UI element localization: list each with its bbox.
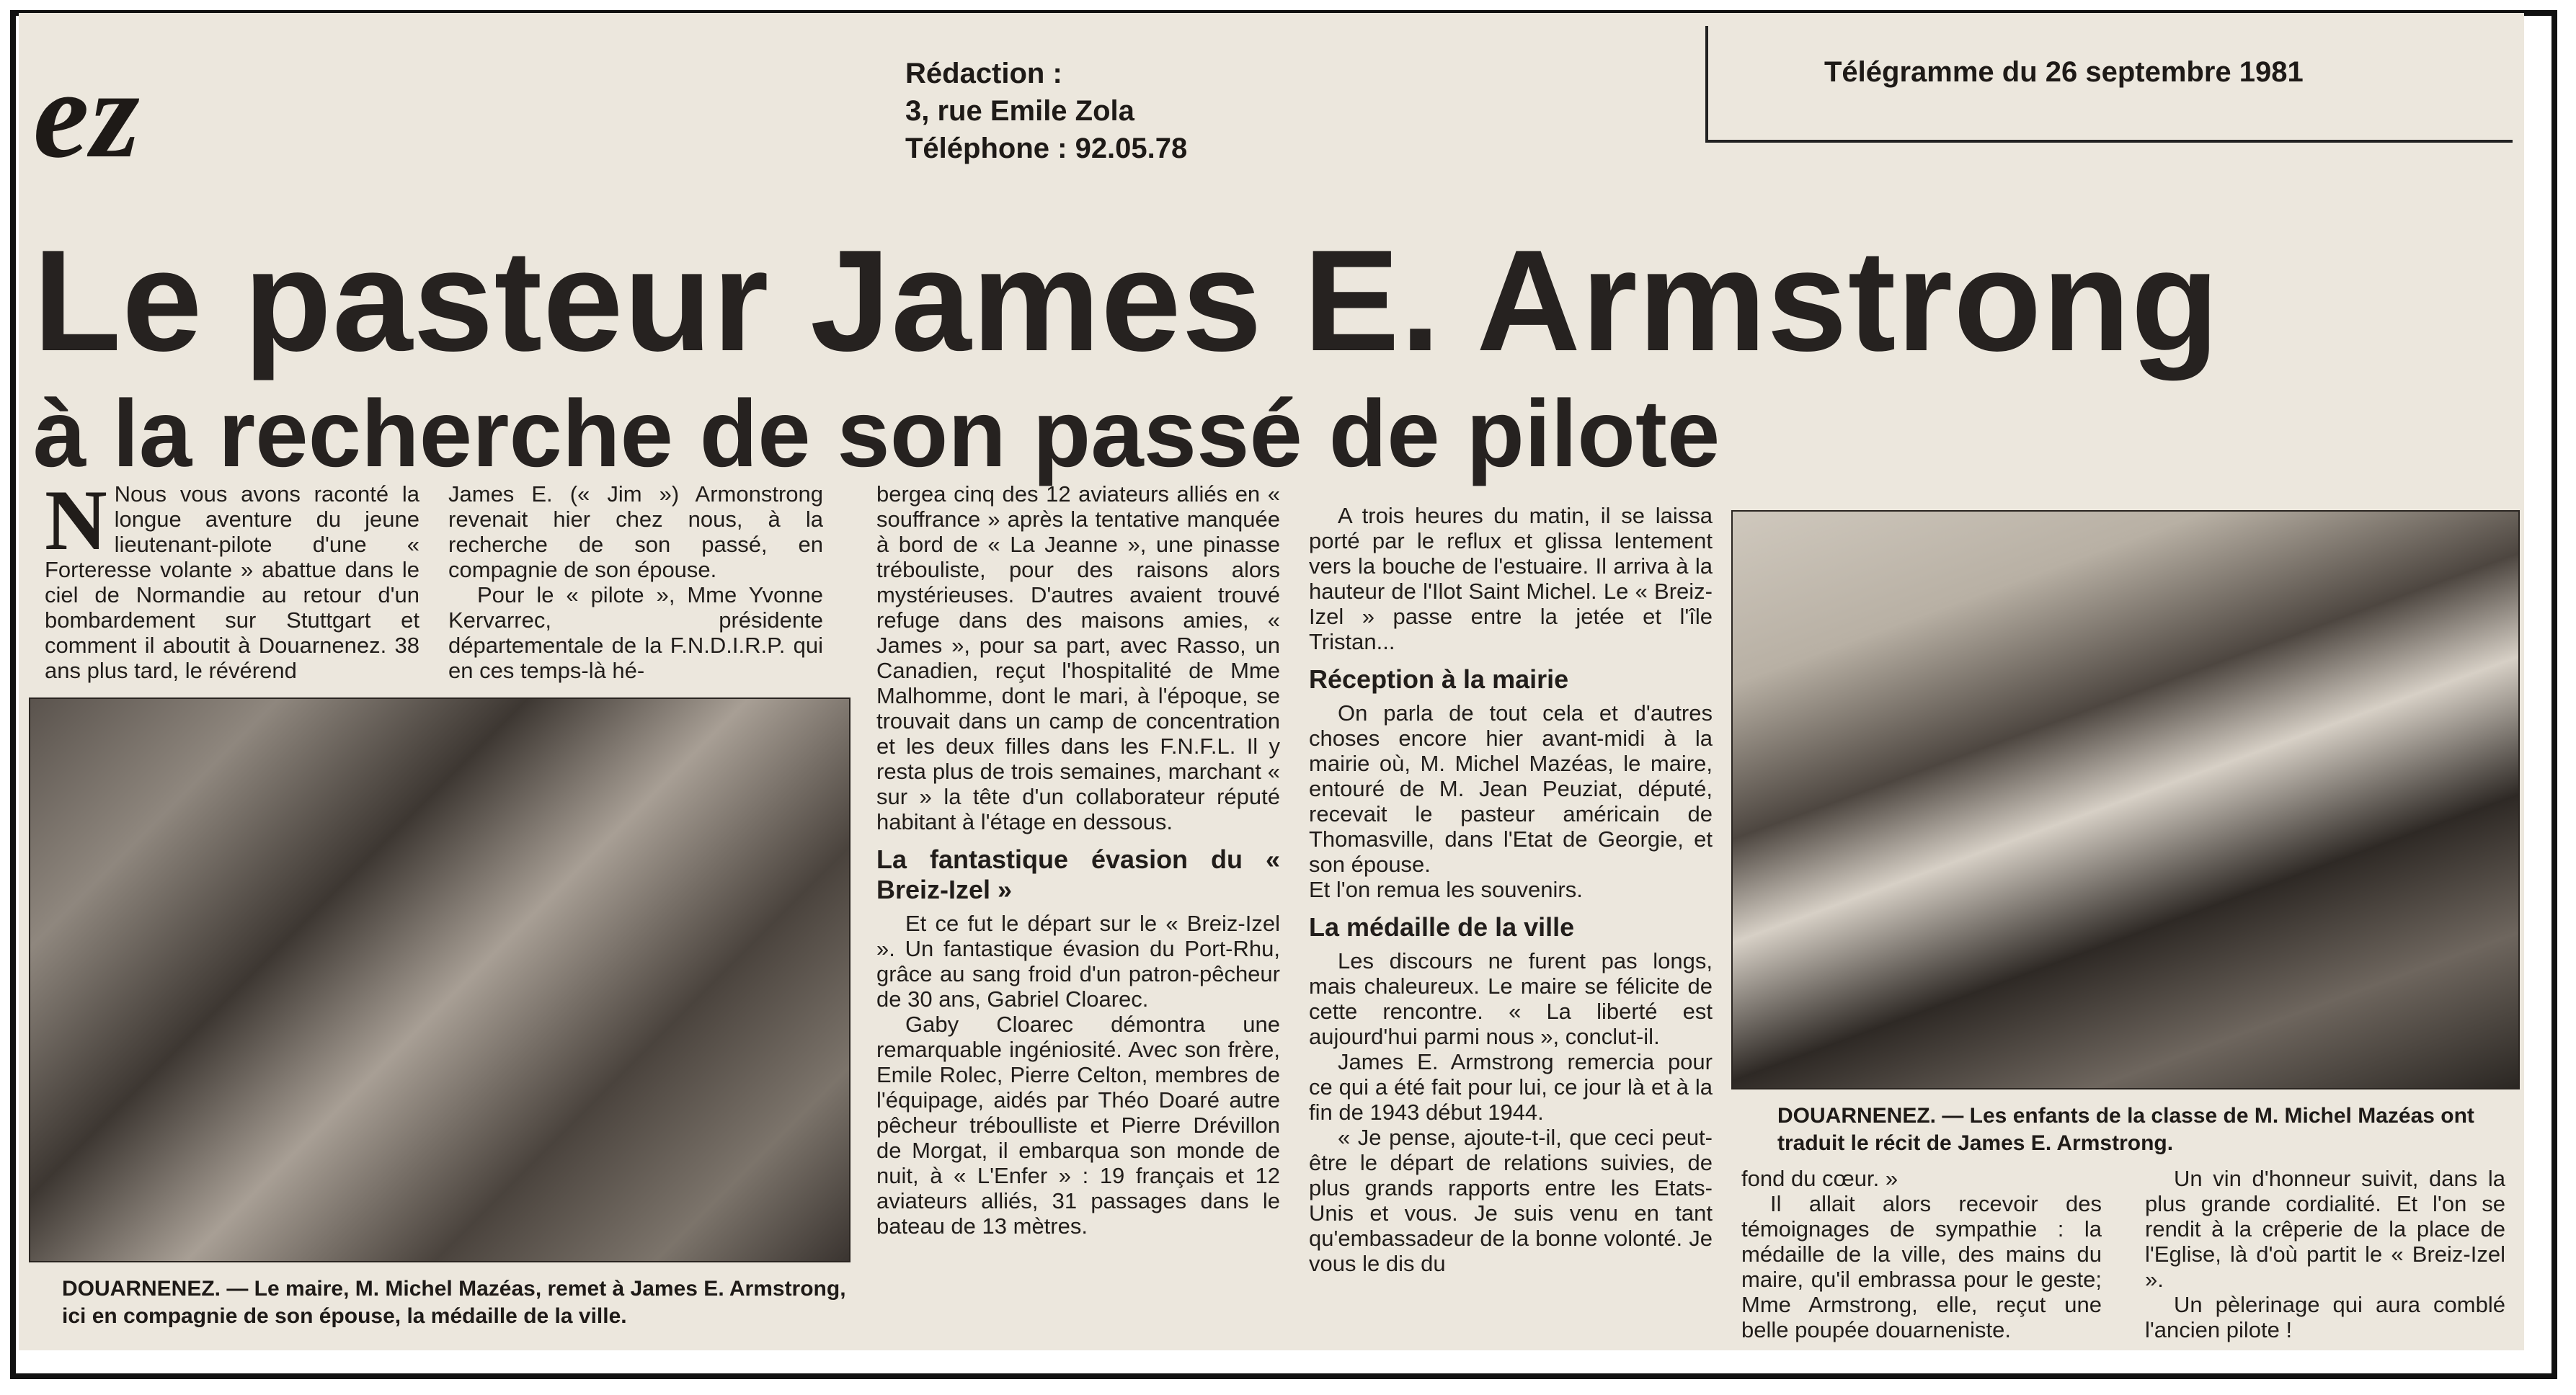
col1-text: Nous vous avons raconté la longue aventure du jeune lieutenant-pilote d'une « Forteresse volante » abattue dans le ciel de Normandie au retour d'un bombardement sur Stuttgart et comment il aboutit à Douarnenez. 38 ans plus tard, le révérend — [45, 481, 419, 683]
redaction-address: 3, rue Emile Zola — [905, 95, 1134, 127]
photo-children-class — [1731, 510, 2520, 1089]
article-col-5 — [1741, 1166, 2102, 1342]
newspaper-clipping — [19, 13, 2524, 1350]
col3-p3: Gaby Cloarec démontra une remarquable ingéniosité. Avec son frère, Emile Rolec, Pierre Celton, membres de l'équipage, aidés par Théo Doaré autre pêcheur tréboulliste et Pierre Drévillon de Morgat, il embarqua son monde de nuit, à « L'Enfer » : 19 français et 12 aviateurs alliés, 31 passages dans le bateau de 13 mètres. — [876, 1012, 1280, 1239]
col5-p1: fond du cœur. » — [1741, 1166, 1898, 1191]
col6-p1: Un vin d'honneur suivit, dans la plus grande cordialité. Et l'on se rendit à la crêperie de la place de l'Eglise, là d'où partit le « Breiz-Izel ». — [2145, 1166, 2505, 1292]
masthead-section: ez — [33, 44, 141, 184]
col4-p2: On parla de tout cela et d'autres choses encore hier avant-midi à la mairie où, M. Michel Mazéas, le maire, entouré de M. Jean Peuziat, député, recevait le pasteur américain de Thomasville, dans l'Etat de Georgie, et son épouse. — [1309, 700, 1713, 877]
article-col-6 — [2145, 1166, 2505, 1342]
article-col-4 — [1309, 503, 1713, 1276]
col3-p2: Et ce fut le départ sur le « Breiz-Izel ». Un fantastique évasion du Port-Rhu, grâce au sang froid d'un patron-pêcheur de 30 ans, Gabriel Cloarec. — [876, 911, 1280, 1012]
col2-p2: Pour le « pilote », Mme Yvonne Kervarrec, présidente départementale de la F.N.D.I.R.P. qui en ces temps-là hé- — [448, 582, 823, 683]
article-col-2 — [448, 481, 823, 683]
col2-p1: James E. (« Jim ») Armonstrong revenait hier chez nous, à la recherche de son passé, en compagnie de son épouse. — [448, 481, 823, 582]
masthead-divider — [1705, 26, 1708, 141]
subhead-reception: Réception à la mairie — [1309, 664, 1569, 694]
redaction-block — [905, 55, 1187, 167]
col5-p2: Il allait alors recevoir des témoignages de sympathie : la médaille de la ville, des mains du maire, qu'il embrassa pour le geste; Mme Armstrong, elle, reçut une belle poupée douarneniste. — [1741, 1191, 2102, 1342]
drop-cap: N — [45, 472, 107, 568]
col4-p6: « Je pense, ajoute-t-il, que ceci peut-être le départ de relations suivies, de plus grands rapports entre les Etats-Unis et vous. Je suis venu en tant qu'embassadeur de la bonne volonté. Je vous le dis du — [1309, 1125, 1713, 1276]
headline-title: Le pasteur James E. Armstrong — [33, 220, 2220, 381]
redaction-phone: Téléphone : 92.05.78 — [905, 133, 1188, 164]
article-col-1 — [45, 472, 419, 683]
photo-right-caption: DOUARNENEZ. — Les enfants de la classe de M. Michel Mazéas ont traduit le récit de James E. Armstrong. — [1777, 1104, 2474, 1155]
col6-p2: Un pèlerinage qui aura comblé l'ancien pilote ! — [2145, 1292, 2505, 1342]
photo-left-caption: DOUARNENEZ. — Le maire, M. Michel Mazéas, remet à James E. Armstrong, ici en compagnie de son épouse, la médaille de la ville. — [62, 1277, 846, 1328]
col4-p1: A trois heures du matin, il se laissa porté par le reflux et glissa lentement vers la bouche de l'estuaire. Il arriva à la hauteur de l'Ilot Saint Michel. Le « Breiz-Izel » passe entre la jetée et l'île Tristan... — [1309, 503, 1713, 654]
subhead-evasion: La fantastique évasion du « Breiz-Izel » — [876, 844, 1280, 904]
col4-p3: Et l'on remua les souvenirs. — [1309, 877, 1583, 902]
subhead-medaille: La médaille de la ville — [1309, 912, 1575, 942]
dateline: Télégramme du 26 septembre 1981 — [1824, 56, 2304, 88]
col4-p4: Les discours ne furent pas longs, mais chaleureux. Le maire se félicite de cette rencontre. « La liberté est aujourd'hui parmi nous », conclut-il. — [1309, 948, 1713, 1049]
photo-mayor-medal — [29, 698, 850, 1262]
col3-p1: bergea cinq des 12 aviateurs alliés en « souffrance » après la tentative manquée à bord de « La Jeanne », une pinasse trébouliste, pour des raisons alors mystérieuses. D'autres avaient trouvé refuge dans des maisons amies, « James », pour sa part, avec Rasso, un Canadien, reçut l'hospitalité de Mme Malhomme, dont le mari, à l'époque, se trouvait dans un camp de concentration et les deux filles dans les F.N.F.L. Il y resta plus de trois semaines, marchant « sur » la tête d'un collaborateur réputé habitant à l'étage en dessous. — [876, 481, 1280, 834]
redaction-label: Rédaction : — [905, 58, 1062, 89]
masthead-rule — [1705, 140, 2513, 143]
col1-paragraph — [45, 472, 419, 683]
col4-p5: James E. Armstrong remercia pour ce qui a été fait pour lui, ce jour là et à la fin de 1943 début 1944. — [1309, 1049, 1713, 1125]
article-col-3 — [876, 481, 1280, 1239]
headline-subtitle: à la recherche de son passé de pilote — [33, 380, 1720, 486]
